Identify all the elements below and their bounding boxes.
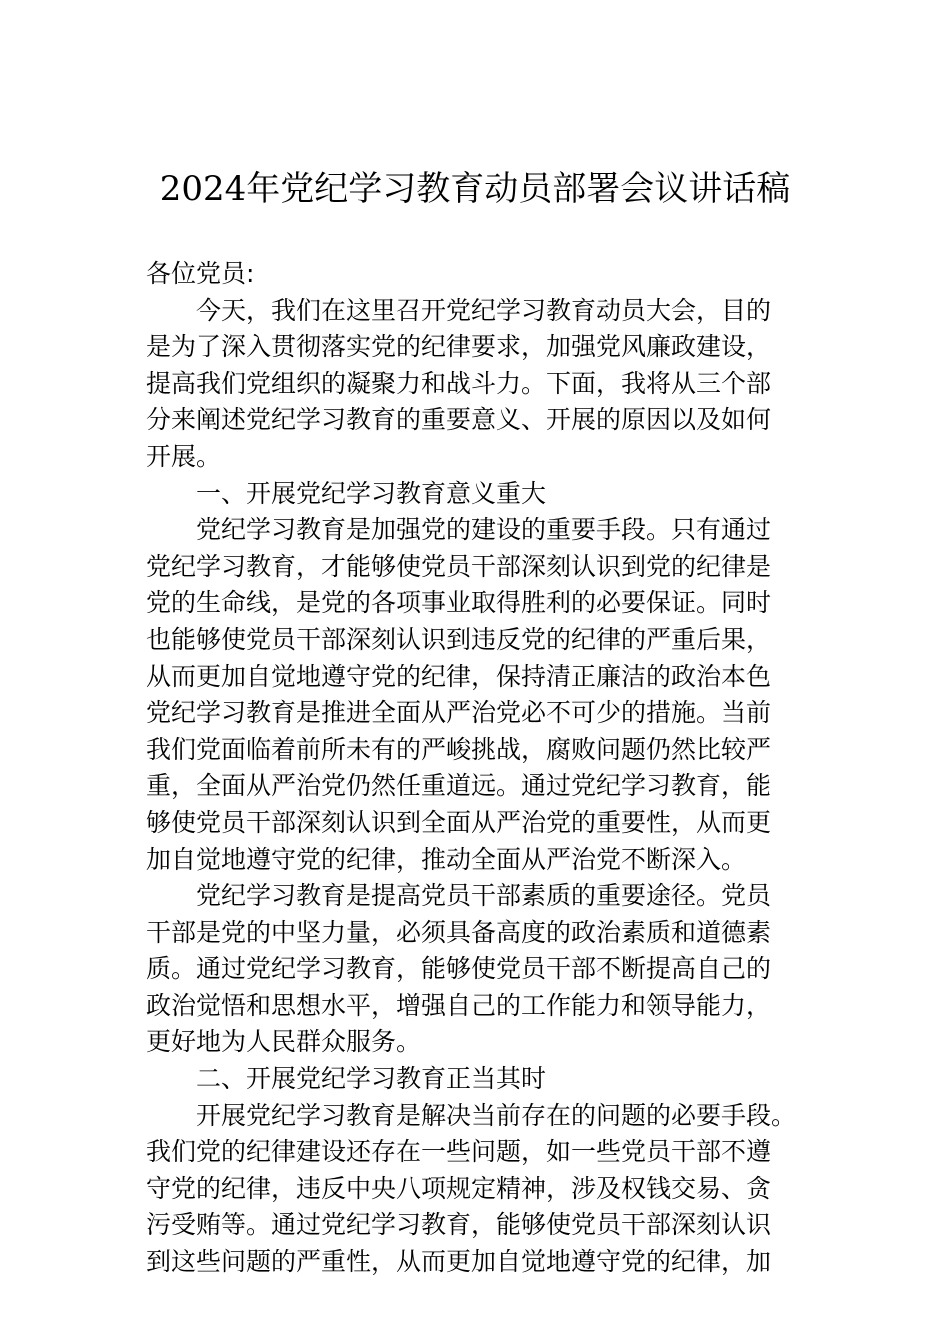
text-line: 政治觉悟和思想水平，增强自己的工作能力和领导能力， <box>146 990 772 1020</box>
text-line: 党纪学习教育，才能够使党员干部深刻认识到党的纪律是 <box>146 551 772 581</box>
text-line: 也能够使党员干部深刻认识到违反党的纪律的严重后果， <box>146 624 772 654</box>
text-line: 今天，我们在这里召开党纪学习教育动员大会，目的 <box>196 295 772 325</box>
document-title: 2024年党纪学习教育动员部署会议讲话稿 <box>159 169 791 209</box>
text-line: 分来阐述党纪学习教育的重要意义、开展的原因以及如何 <box>146 405 772 435</box>
text-line: 开展党纪学习教育是解决当前存在的问题的必要手段。 <box>196 1100 797 1130</box>
text-line: 从而更加自觉地遵守党的纪律，保持清正廉洁的政治本色 <box>146 661 772 691</box>
text-line: 是为了深入贯彻落实党的纪律要求，加强党风廉政建设， <box>146 332 772 362</box>
text-line: 二、开展党纪学习教育正当其时 <box>196 1064 547 1094</box>
document-body <box>146 256 826 1281</box>
text-line: 各位党员: <box>146 259 255 288</box>
text-line: 干部是党的中坚力量，必须具备高度的政治素质和道德素 <box>146 917 772 947</box>
text-line: 我们党面临着前所未有的严峻挑战，腐败问题仍然比较严 <box>146 734 772 764</box>
text-line: 守党的纪律，违反中央八项规定精神，涉及权钱交易、贪 <box>146 1173 772 1203</box>
text-line: 到这些问题的严重性，从而更加自觉地遵守党的纪律，加 <box>146 1247 772 1277</box>
text-line: 我们党的纪律建设还存在一些问题，如一些党员干部不遵 <box>146 1137 772 1167</box>
text-line: 党纪学习教育是提高党员干部素质的重要途径。党员 <box>196 881 772 911</box>
text-line: 更好地为人民群众服务。 <box>146 1027 422 1057</box>
text-line: 一、开展党纪学习教育意义重大 <box>196 478 547 508</box>
text-line: 开展。 <box>146 441 222 471</box>
text-line: 提高我们党组织的凝聚力和战斗力。下面，我将从三个部 <box>146 368 772 398</box>
text-line: 党纪学习教育是推进全面从严治党必不可少的措施。当前 <box>146 698 772 728</box>
text-line: 够使党员干部深刻认识到全面从严治党的重要性，从而更 <box>146 807 772 837</box>
text-line: 加自觉地遵守党的纪律，推动全面从严治党不断深入。 <box>146 844 747 874</box>
text-line: 污受贿等。通过党纪学习教育，能够使党员干部深刻认识 <box>146 1210 772 1240</box>
text-line: 质。通过党纪学习教育，能够使党员干部不断提高自己的 <box>146 954 772 984</box>
text-line: 重，全面从严治党仍然任重道远。通过党纪学习教育，能 <box>146 771 772 801</box>
text-line: 党纪学习教育是加强党的建设的重要手段。只有通过 <box>196 515 772 545</box>
text-line: 党的生命线，是党的各项事业取得胜利的必要保证。同时 <box>146 588 772 618</box>
